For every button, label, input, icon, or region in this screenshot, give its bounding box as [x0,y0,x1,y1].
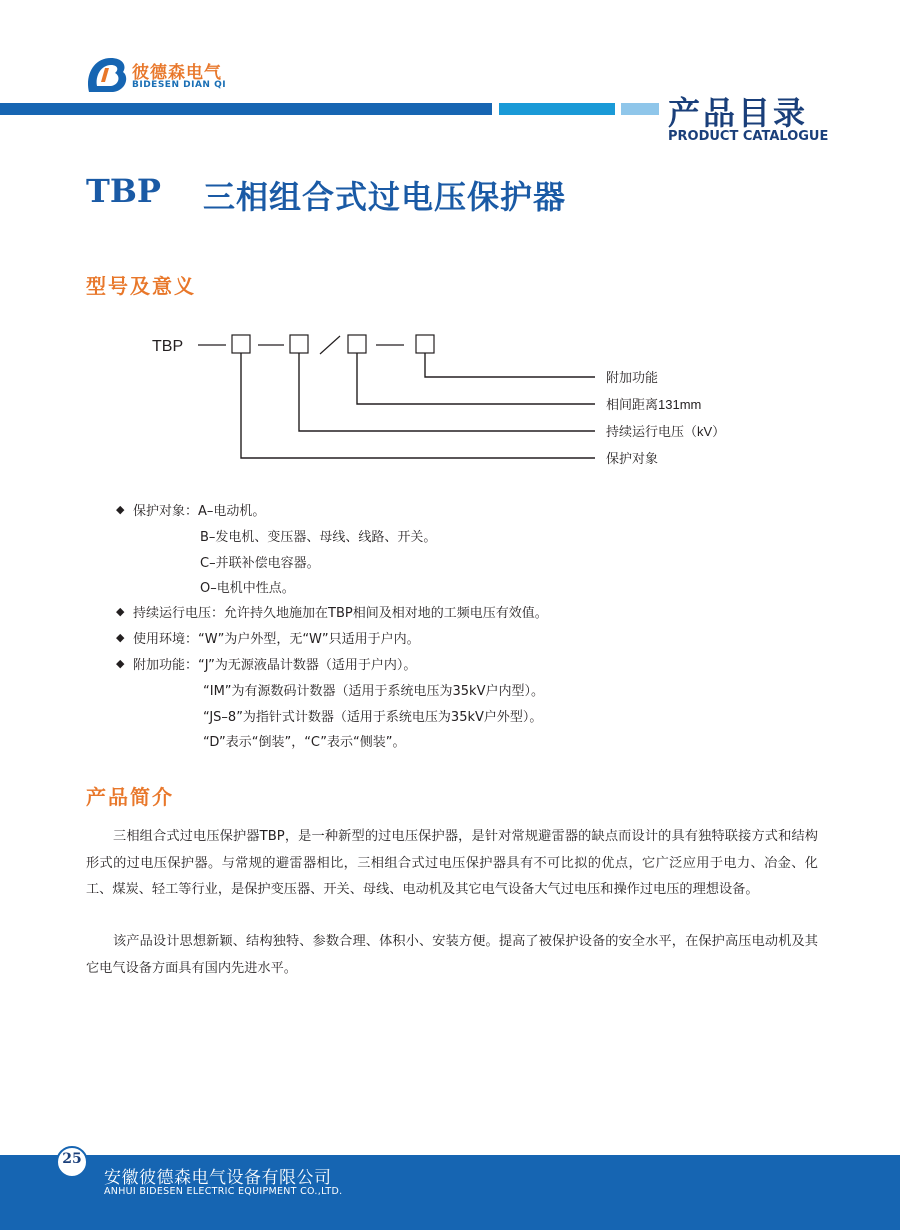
code-box-2 [290,335,308,353]
header-stripe-dark [0,103,492,115]
header-stripe-light [621,103,659,115]
page-number: 25 [62,1151,82,1167]
section-heading-intro: 产品简介 [86,785,174,809]
note-object-b: B–发电机、变压器、母线、线路、开关。 [200,530,437,545]
note-continuous-voltage: 持续运行电压：允许持久地施加在TBP相间及相对地的工频电压有效值。 [133,606,548,621]
note-extra-function: 附加功能：“J”为无源液晶计数器（适用于户内）。 [133,658,417,673]
note-object-o: O–电机中性点。 [200,581,295,596]
footer-company-en: ANHUI BIDESEN ELECTRIC EQUIPMENT CO.,LTD. [104,1186,343,1197]
bullet-icon: ◆ [116,605,125,618]
model-prefix: TBP [152,338,184,355]
bullet-icon: ◆ [116,503,125,516]
intro-paragraph-1: 三相组合式过电压保护器TBP，是一种新型的过电压保护器，是针对常规避雷器的缺点而设计的具有独特联接方式和结构形式的过电压保护器。与常规的避雷器相比，三相组合式过电压保护器具有不可比拟的优点，它广泛应用于电力、冶金、化工、煤炭、轻工等行业，是保护变压器、开关、母线、电动机及其它电气设备大气过电压和操作过电压的理想设备。 [86,829,818,897]
note-function-im: “IM”为有源数码计数器（适用于系统电压为35kV户内型）。 [203,684,544,699]
note-function-dc: “D”表示“倒装”，“C”表示“侧装”。 [203,735,406,750]
note-function-js8: “JS–8”为指针式计数器（适用于系统电压为35kV户外型）。 [203,710,543,725]
catalogue-title-en: PRODUCT CATALOGUE [668,129,829,144]
footer-company-cn: 安徽彼德森电气设备有限公司 [104,1168,332,1188]
label-extra-function: 附加功能 [606,370,659,385]
brand-name-cn: 彼德森电气 [132,63,222,83]
code-box-1 [232,335,250,353]
label-continuous-voltage: 持续运行电压（kV） [606,424,726,439]
catalogue-title-cn: 产品目录 [668,94,809,132]
bullet-icon: ◆ [116,657,125,670]
header-stripe-mid [499,103,615,115]
model-code-diagram [150,330,770,480]
label-phase-distance: 相间距离131mm [606,397,702,412]
intro-paragraph-2: 该产品设计思想新颖、结构独特、参数合理、体积小、安装方便。提高了被保护设备的安全水平，在保护高压电动机及其它电气设备方面具有国内先进水平。 [86,934,818,976]
brand-name-en: BIDESEN DIAN QI [132,80,227,90]
code-box-3 [348,335,366,353]
note-protected-object: 保护对象：A–电动机。 [133,504,266,519]
bullet-icon: ◆ [116,631,125,644]
label-protected-object: 保护对象 [606,451,659,466]
company-logo [83,52,129,98]
note-environment: 使用环境：“W”为户外型，无“W”只适用于户内。 [133,632,420,647]
note-object-c: C–并联补偿电容器。 [200,556,320,571]
section-heading-model: 型号及意义 [86,274,196,298]
code-box-4 [416,335,434,353]
product-code: TBP [86,172,161,210]
product-name: 三相组合式过电压保护器 [203,178,567,216]
